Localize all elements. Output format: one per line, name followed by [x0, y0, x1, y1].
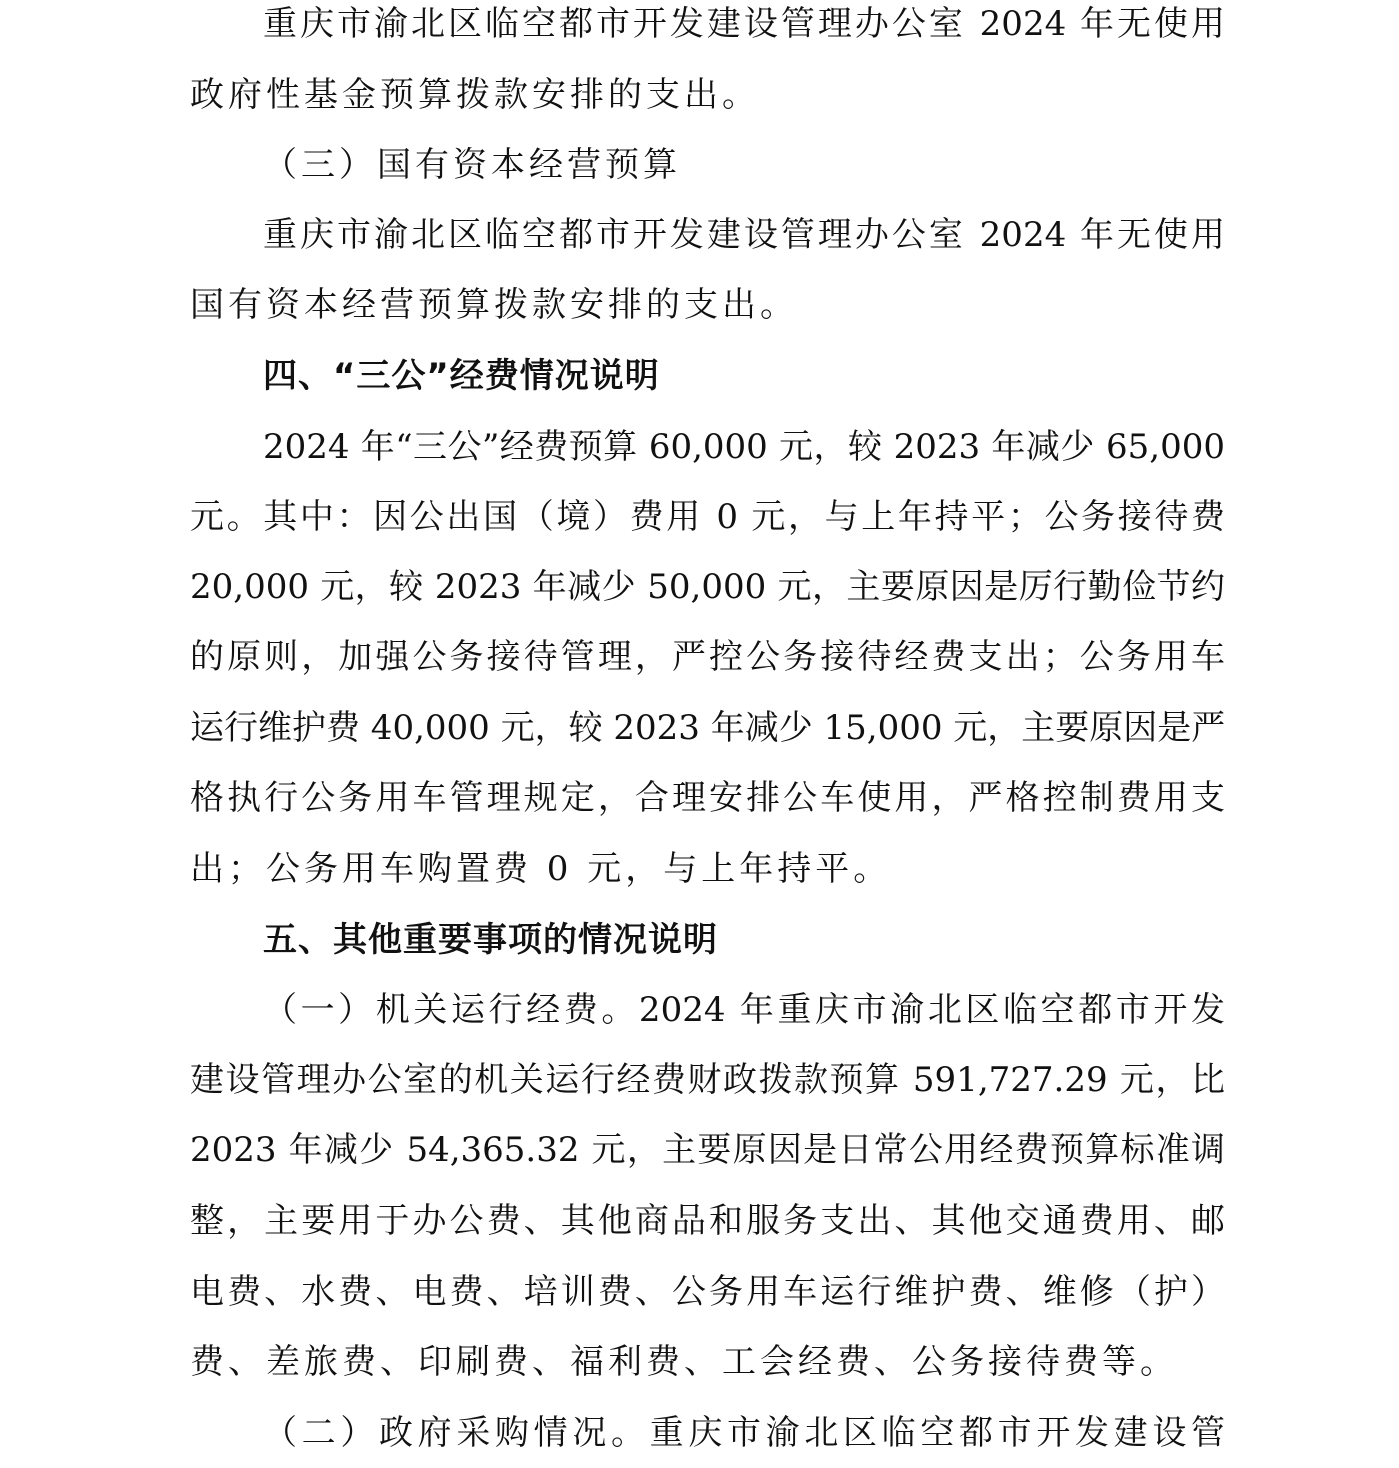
paragraph-line: 运行维护费 40,000 元，较 2023 年减少 15,000 元，主要原因是严 [190, 708, 1226, 748]
section-heading: 四、“三公”经费情况说明 [263, 356, 660, 396]
paragraph-line: 格执行公务用车管理规定，合理安排公车使用，严格控制费用支 [190, 778, 1225, 818]
paragraph-line: 元。其中：因公出国（境）费用 0 元，与上年持平；公务接待费 [190, 497, 1225, 537]
paragraph-line: 的原则，加强公务接待管理，严控公务接待经费支出；公务用车 [190, 637, 1225, 677]
paragraph-line: 重庆市渝北区临空都市开发建设管理办公室 2024 年无使用 [263, 4, 1225, 44]
paragraph-line: 整，主要用于办公费、其他商品和服务支出、其他交通费用、邮 [190, 1201, 1225, 1241]
paragraph-line: 电费、水费、电费、培训费、公务用车运行维护费、维修（护） [190, 1272, 1225, 1312]
paragraph-line: 国有资本经营预算拨款安排的支出。 [190, 285, 798, 325]
paragraph-line: 20,000 元，较 2023 年减少 50,000 元，主要原因是厉行勤俭节约 [190, 567, 1225, 607]
paragraph-line: 2023 年减少 54,365.32 元，主要原因是日常公用经费预算标准调 [190, 1130, 1225, 1170]
paragraph-line: 建设管理办公室的机关运行经费财政拨款预算 591,727.29 元，比 [190, 1060, 1225, 1100]
section-heading: 五、其他重要事项的情况说明 [263, 920, 718, 960]
paragraph-line: 费、差旅费、印刷费、福利费、工会经费、公务接待费等。 [190, 1342, 1178, 1382]
paragraph-line: 政府性基金预算拨款安排的支出。 [190, 75, 760, 115]
paragraph-line: 2024 年“三公”经费预算 60,000 元，较 2023 年减少 65,000 [263, 427, 1225, 467]
paragraph-line: （二）政府采购情况。重庆市渝北区临空都市开发建设管 [263, 1413, 1225, 1453]
paragraph-line: 出；公务用车购置费 0 元，与上年持平。 [190, 849, 892, 889]
paragraph-line: （一）机关运行经费。2024 年重庆市渝北区临空都市开发 [263, 990, 1225, 1030]
section-heading: （三）国有资本经营预算 [263, 145, 681, 185]
paragraph-line: 重庆市渝北区临空都市开发建设管理办公室 2024 年无使用 [263, 215, 1225, 255]
